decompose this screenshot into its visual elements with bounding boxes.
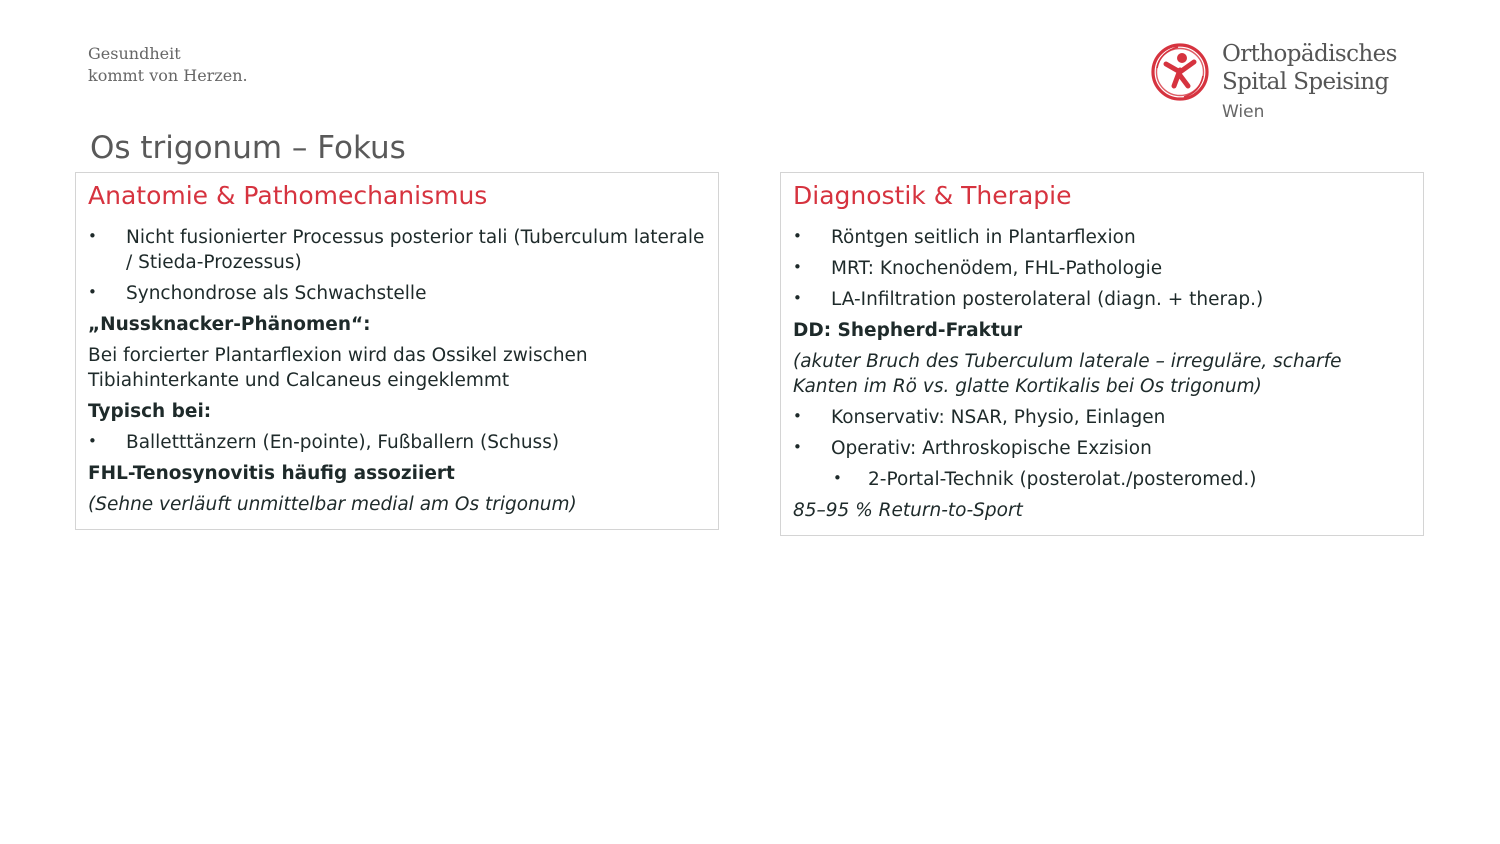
diagnostics-bullet-3: • LA-Infiltration posterolateral (diagn. + therap.) <box>793 287 1411 312</box>
logo-name-line-2: Spital Speising <box>1222 69 1389 95</box>
anatomy-bullet-1: • Nicht fusionierter Processus posterior tali (Tuberculum laterale / Stieda-Prozessus) <box>88 225 706 275</box>
logo-name <box>1222 40 1397 96</box>
diagnostics-heading: Diagnostik & Therapie <box>793 181 1072 210</box>
dd-heading: DD: Shepherd-Fraktur <box>793 320 1023 341</box>
outcome-text: 85–95 % Return-to-Sport <box>793 500 1023 521</box>
therapy-bullet-2: • Operativ: Arthroskopische Exzision <box>793 436 1411 461</box>
tagline-line-1: Gesundheit <box>88 44 181 63</box>
anatomy-bullet-2: • Synchondrose als Schwachstelle <box>88 281 706 306</box>
page-title: Os trigonum – Fokus <box>90 130 406 166</box>
nutcracker-heading: „Nussknacker-Phänomen“: <box>88 314 371 335</box>
diagnostics-bullet-1: • Röntgen seitlich in Plantarflexion <box>793 225 1411 250</box>
heart-figure-logo-icon <box>1148 40 1212 104</box>
typical-bullet: • Balletttänzern (En-pointe), Fußballern (Schuss) <box>88 430 706 455</box>
hospital-logo <box>1148 38 1428 128</box>
fhl-note: (Sehne verläuft unmittelbar medial am Os trigonum) <box>88 494 577 515</box>
anatomy-heading: Anatomie & Pathomechanismus <box>88 181 488 210</box>
anatomy-panel <box>75 172 719 530</box>
tagline-line-2: kommt von Herzen. <box>88 66 248 85</box>
diagnostics-panel <box>780 172 1424 536</box>
tagline <box>88 43 248 87</box>
fhl-heading: FHL-Tenosynovitis häufig assoziiert <box>88 463 455 484</box>
logo-city: Wien <box>1222 102 1265 122</box>
nutcracker-text: Bei forcierter Plantarflexion wird das Ossikel zwischen Tibiahinterkante und Calcaneus eingeklemmt <box>88 345 588 391</box>
typical-heading: Typisch bei: <box>88 401 212 422</box>
logo-name-line-1: Orthopädisches <box>1222 41 1397 67</box>
diagnostics-bullet-2: • MRT: Knochenödem, FHL-Pathologie <box>793 256 1411 281</box>
therapy-sub-bullet: • 2-Portal-Technik (posterolat./posteromed.) <box>793 467 1411 492</box>
therapy-bullet-1: • Konservativ: NSAR, Physio, Einlagen <box>793 405 1411 430</box>
dd-note: (akuter Bruch des Tuberculum laterale – irreguläre, scharfe Kanten im Rö vs. glatte Kortikalis bei Os trigonum) <box>793 351 1342 397</box>
